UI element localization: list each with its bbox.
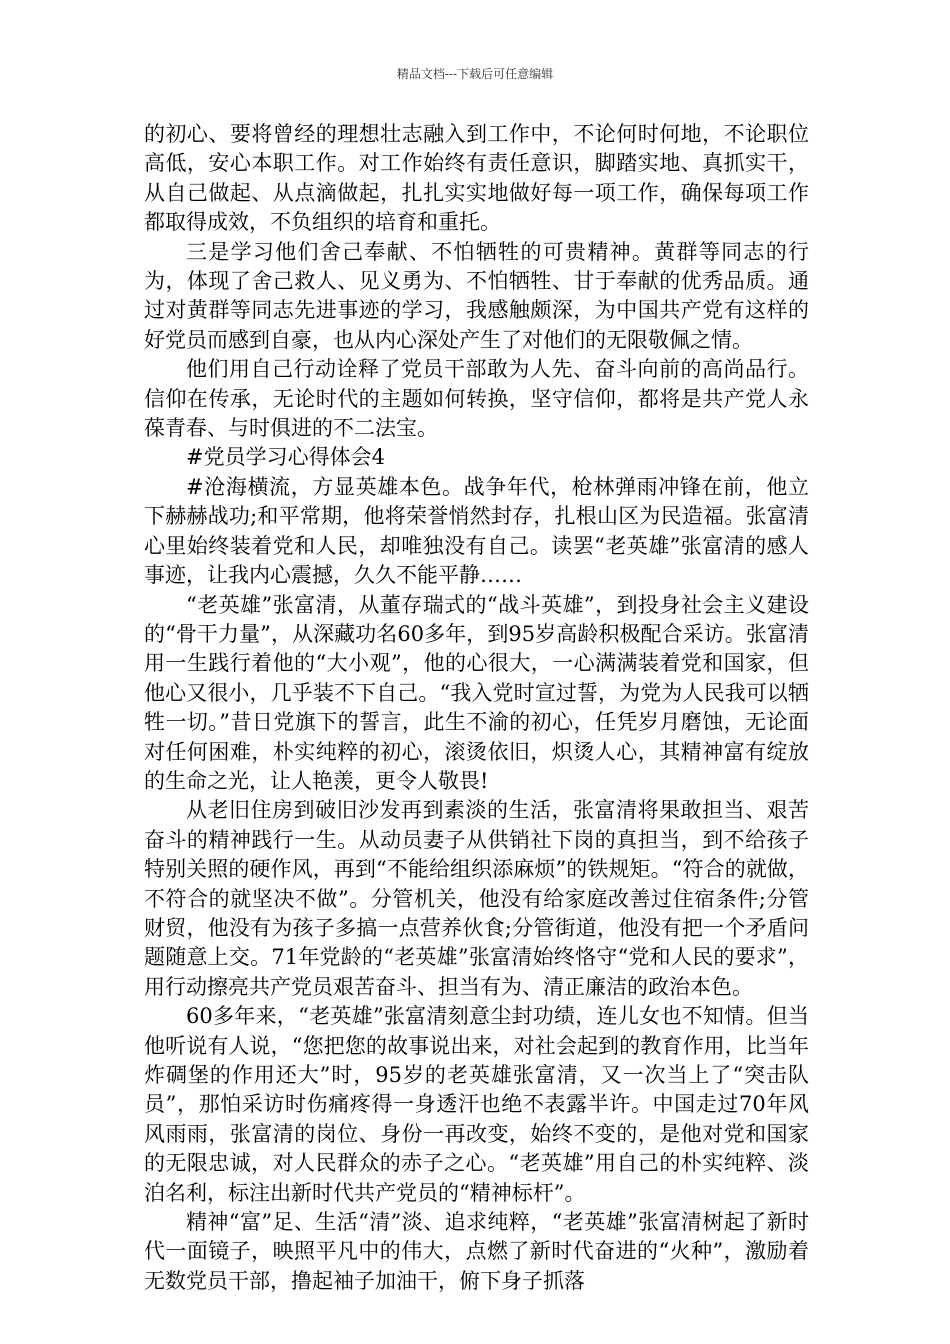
paragraph: 他们用自己行动诠释了党员干部敢为人先、奋斗向前的高尚品行。信仰在传承，无论时代的主题如何转换，坚守信仰，都将是共产党人永葆青春、与时俱进的不二法宝。 — [144, 357, 809, 441]
paragraph: “老英雄”张富清，从董存瑞式的“战斗英雄”，到投身社会主义建设的“骨干力量”，从深藏功名60多年，到95岁高龄积极配合采访。张富清用一生践行着他的“大小观”，他的心很大，一心满满装着党和国家，但他心又很小，几乎装不下自己。“我入党时宣过誓，为党为人民我可以牺牲一切。”昔日党旗下的誓言，此生不渝的初心，任凭岁月磨蚀，无论面对任何困难，朴实纯粹的初心，滚烫依旧，炽烫人心，其精神富有绽放的生命之光，让人艳羡，更令人敬畏! — [144, 592, 809, 793]
paragraph: #沧海横流，方显英雄本色。战争年代，枪林弹雨冲锋在前，他立下赫赫战功;和平常期，他将荣誉悄然封存，扎根山区为民造福。张富清心里始终装着党和人民，却唯独没有自己。读罢“老英雄”张富清的感人事迹，让我内心震撼，久久不能平静…… — [144, 474, 809, 588]
paragraph: 三是学习他们舍己奉献、不怕牺牲的可贵精神。黄群等同志的行为，体现了舍己救人、见义勇为、不怕牺牲、甘于奉献的优秀品质。通过对黄群等同志先进事迹的学习，我感触颇深，为中国共产党有这样的好党员而感到自豪，也从内心深处产生了对他们的无限敬佩之情。 — [144, 239, 809, 352]
paragraph: 从老旧住房到破旧沙发再到素淡的生活，张富清将果敢担当、艰苦奋斗的精神践行一生。从动员妻子从供销社下岗的真担当，到不给孩子特别关照的硬作风，再到“不能给组织添麻烦”的铁规矩。“符合的就做，不符合的就坚决不做”。分管机关，他没有给家庭改善过住宿条件;分管财贸，他没有为孩子多搞一点营养伙食;分管街道，他没有把一个矛盾问题随意上交。71年党龄的“老英雄”张富清始终恪守“党和人民的要求”，用行动擦亮共产党员艰苦奋斗、担当有为、清正廉洁的政治本色。 — [144, 798, 809, 999]
page-header: 精品文档---下载后可任意编辑 — [396, 67, 554, 81]
paragraph: 60多年来，“老英雄”张富清刻意尘封功绩，连儿女也不知情。但当他听说有人说，“您把您的故事说出来，对社会起到的教育作用，比当年炸碉堡的作用还大”时，95岁的老英雄张富清，又一次当上了“突击队员”，那怕采访时伤痛疼得一身透汗也绝不表露半许。中国走过70年风风雨雨，张富清的岗位、身份一再改变，始终不变的，是他对党和国家的无限忠诚，对人民群众的赤子之心。“老英雄”用自己的朴实纯粹、淡泊名利，标注出新时代共产党员的“精神标杆”。 — [144, 1004, 809, 1205]
paragraph: 精神“富”足、生活“清”淡、追求纯粹，“老英雄”张富清树起了新时代一面镜子，映照平凡中的伟大，点燃了新时代奋进的“火种”，激励着无数党员干部，撸起袖子加油干，俯下身子抓落 — [144, 1210, 809, 1293]
document-body — [144, 120, 809, 1296]
section-heading: #党员学习心得体会4 — [186, 445, 385, 470]
paragraph: 的初心、要将曾经的理想壮志融入到工作中，不论何时何地，不论职位高低，安心本职工作。对工作始终有责任意识，脚踏实地、真抓实干，从自己做起、从点滴做起，扎扎实实地做好每一项工作，确保每项工作都取得成效，不负组织的培育和重托。 — [144, 122, 809, 235]
